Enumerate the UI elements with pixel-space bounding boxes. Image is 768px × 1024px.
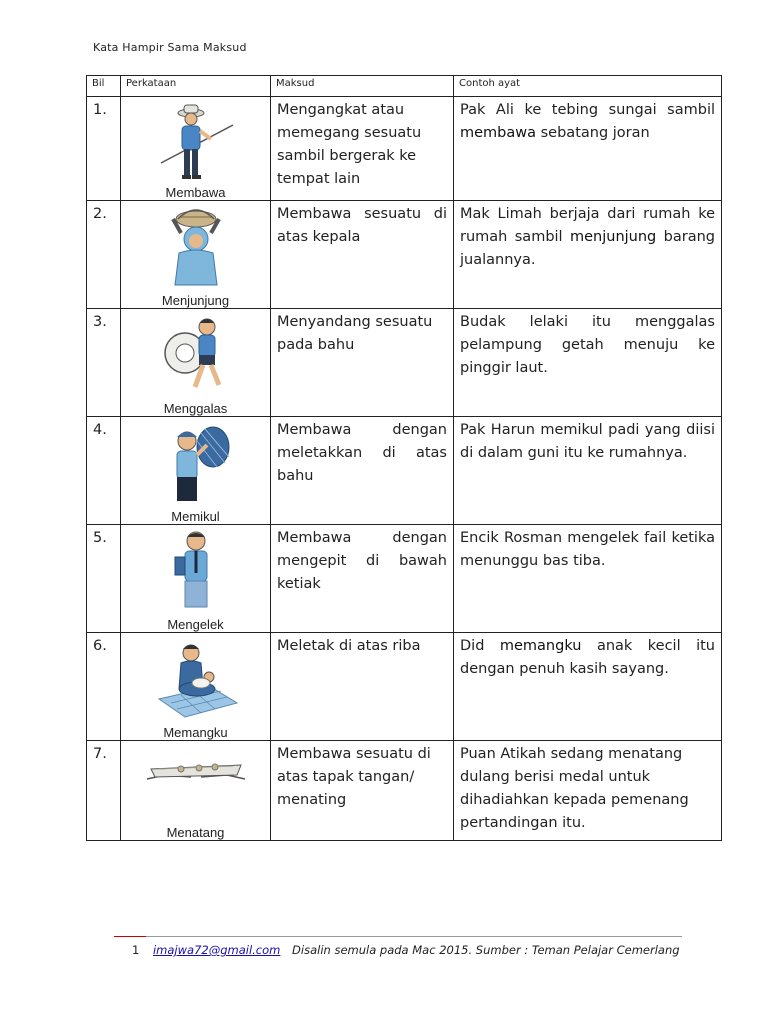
woman-child-on-lap-icon	[121, 637, 270, 722]
sentence-text-end: barang jualannya.	[460, 229, 715, 268]
header-bil: Bil	[87, 76, 121, 97]
word-illustration-cell	[121, 525, 271, 633]
row-number: 2.	[87, 201, 121, 309]
header-maksud: Maksud	[271, 76, 454, 97]
footnote-number: 1	[132, 943, 140, 957]
table-row	[87, 309, 722, 417]
contoh-ayat-cell	[454, 97, 722, 201]
contoh-ayat-cell: Encik Rosman mengelek fail ketika menunggu bas tiba.	[454, 525, 722, 633]
row-number: 6.	[87, 633, 121, 741]
sentence-text: Pak Ali ke tebing sungai sambil	[460, 102, 715, 118]
woman-basket-on-head-icon	[121, 205, 270, 290]
word-illustration-cell	[121, 741, 271, 841]
maksud-cell: Membawa dengan meletakkan di atas bahu	[271, 417, 454, 525]
sentence-keyword: menjunjung	[569, 229, 657, 245]
word-caption: Menatang	[166, 825, 225, 840]
maksud-cell: Mengangkat atau memegang sesuatu sambil bergerak ke tempat lain	[271, 97, 454, 201]
word-illustration-cell	[121, 201, 271, 309]
contoh-ayat-cell	[454, 201, 722, 309]
maksud-cell: Membawa dengan mengepit di bawah ketiak	[271, 525, 454, 633]
man-file-under-arm-icon	[121, 529, 270, 614]
sentence-text-end: anak kecil itu dengan penuh kasih sayang.	[460, 638, 715, 677]
maksud-cell: Meletak di atas riba	[271, 633, 454, 741]
sentence-keyword: memangku	[499, 638, 582, 654]
table-row	[87, 97, 722, 201]
document-title: Kata Hampir Sama Maksud	[93, 41, 247, 54]
contoh-ayat-cell	[454, 633, 722, 741]
man-carrying-fishing-rod-icon	[121, 101, 270, 182]
word-caption: Menggalas	[163, 401, 228, 416]
row-number: 5.	[87, 525, 121, 633]
boy-with-float-ring-icon	[121, 313, 270, 398]
word-caption: Membawa	[165, 185, 226, 200]
table-row	[87, 633, 722, 741]
table-header-row	[87, 76, 722, 97]
word-illustration-cell	[121, 309, 271, 417]
contoh-ayat-cell: Budak lelaki itu menggalas pelampung getah menuju ke pinggir laut.	[454, 309, 722, 417]
sentence-text-end: sebatang joran	[536, 125, 650, 141]
word-caption: Mengelek	[167, 617, 224, 632]
hands-holding-tray-icon	[121, 745, 270, 822]
sentence-text: Did	[460, 638, 500, 654]
footnote-divider	[114, 936, 682, 937]
row-number: 7.	[87, 741, 121, 841]
vocabulary-table	[86, 75, 722, 841]
row-number: 3.	[87, 309, 121, 417]
row-number: 1.	[87, 97, 121, 201]
maksud-cell: Membawa sesuatu di atas tapak tangan/ menating	[271, 741, 454, 841]
footnote	[132, 943, 680, 957]
contoh-ayat-cell: Pak Harun memikul padi yang diisi di dalam guni itu ke rumahnya.	[454, 417, 722, 525]
table-row	[87, 525, 722, 633]
footnote-text: Disalin semula pada Mac 2015. Sumber : Teman Pelajar Cemerlang	[292, 943, 680, 957]
word-illustration-cell	[121, 417, 271, 525]
row-number: 4.	[87, 417, 121, 525]
sentence-text: Mak Limah berjaja dari rumah ke rumah sambil	[460, 206, 715, 245]
header-contoh-ayat: Contoh ayat	[454, 76, 722, 97]
contoh-ayat-cell: Puan Atikah sedang menatang dulang berisi medal untuk dihadiahkan kepada pemenang pertandingan itu.	[454, 741, 722, 841]
man-sack-on-shoulder-icon	[121, 421, 270, 506]
sentence-keyword: membawa	[460, 125, 537, 141]
word-caption: Menjunjung	[161, 293, 230, 308]
word-illustration-cell	[121, 633, 271, 741]
table-row	[87, 201, 722, 309]
email-link[interactable]: imajwa72@gmail.com	[152, 943, 281, 957]
footnote-divider-accent	[114, 936, 146, 937]
table-row	[87, 417, 722, 525]
word-caption: Memikul	[171, 509, 220, 524]
maksud-cell: Membawa sesuatu di atas kepala	[271, 201, 454, 309]
table-row	[87, 741, 722, 841]
header-perkataan: Perkataan	[121, 76, 271, 97]
word-caption: Memangku	[163, 725, 228, 740]
maksud-cell: Menyandang sesuatu pada bahu	[271, 309, 454, 417]
word-illustration-cell	[121, 97, 271, 201]
